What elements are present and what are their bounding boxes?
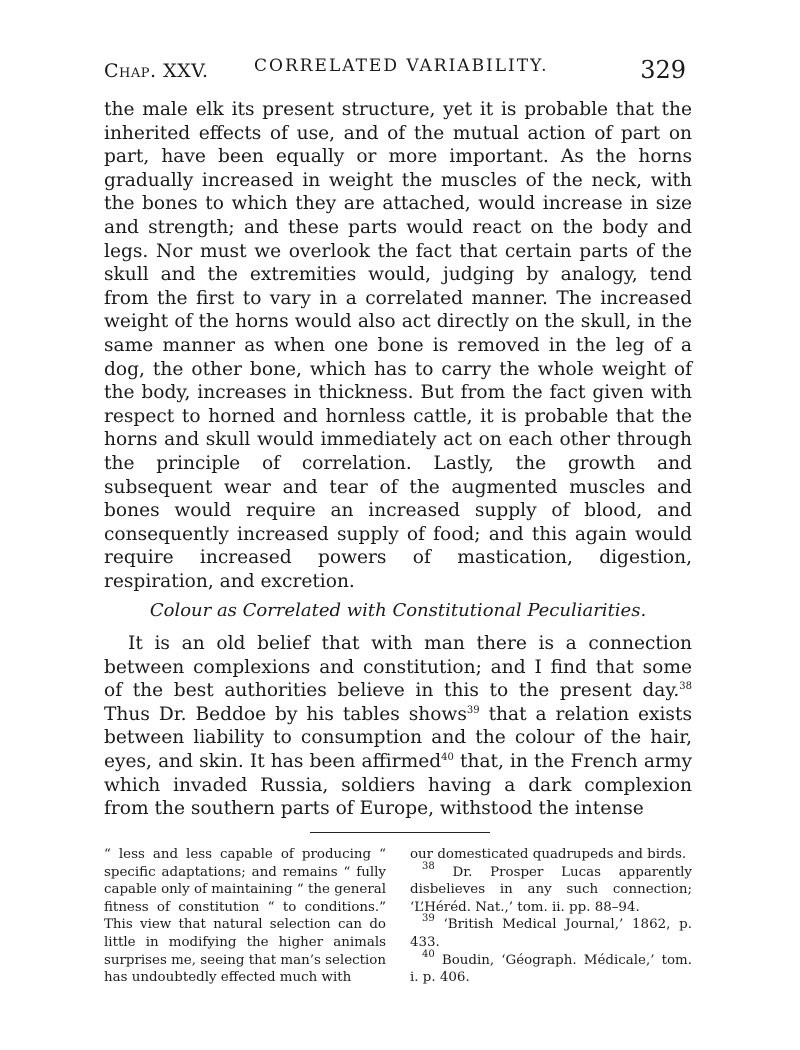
footnote-38-text: Dr. Prosper Lucas apparently disbelieves in any such connection; ‘L’Héréd. Nat.,’ tom. ii. pp. 88–94. — [410, 864, 692, 915]
chapter-label: Chap. XXV. — [104, 60, 209, 82]
page-number: 329 — [640, 56, 686, 84]
footnote-39-text: ‘British Medical Journal,’ 1862, p. 433. — [410, 917, 692, 950]
footnote-40-text: Boudin, ‘Géograph. Médicale,’ tom. i. p. 406. — [410, 952, 692, 986]
footnote-38 — [410, 860, 692, 917]
footnote-40-number: 40 — [422, 948, 435, 960]
footnote-39-number: 39 — [422, 913, 435, 925]
footnote-divider — [310, 832, 490, 833]
footnote-left-column: “ less and less capable of producing “ specific adaptations; and remains “ fully capable only of maintaining “ the general fitness of constitution “ to conditions.” This view that natural selection can do little in modifying the higher animals surprises me, seeing that man’s selection has undoubtedly effected much with — [104, 847, 386, 986]
paragraph-2-part-c: that a relation exists between liability to consumption and the colour of the hair, eyes, and skin. It has been affirmed — [104, 703, 692, 772]
paragraph-2-part-a: It is an old belief that with man there is a connection between complexions and constitution; and I find that some of the best authorities believe in this to the present day. — [104, 633, 692, 702]
footnote-right-column — [410, 846, 692, 987]
paragraph-2-part-d: that, in the French army which invaded Russia, soldiers having a dark complexion from the southern parts of Europe, withstood the intense — [104, 750, 692, 820]
paragraph-2-part-b: Thus Dr. Beddoe by his tables shows — [104, 703, 467, 725]
footnote-39 — [410, 913, 692, 951]
body-paragraph-1: the male elk its present structure, yet it is probable that the inherited effects of use, and of the mutual action of part on part, have been equally or more important. As the horns gradually increased in weight the muscles of the neck, with the bones to which they are attached, would increase in size and strength; and these parts would react on the body and legs. Nor must we overlook the fact that certain parts of the skull and the extremities would, judging by analogy, tend from the first to vary in a correlated manner. The increased weight of the horns would also act directly on the skull, in the same manner as when one bone is removed in the leg of a dog, the other bone, which has to carry the whole weight of the body, increases in thickness. But from the fact given with respect to horned and hornless cattle, it is probable that the horns and skull would immediately act on each other through the principle of correlation. Lastly, the growth and subsequent wear and tear of the augmented muscles and bones would require an increased supply of blood, and consequently increased supply of food; and this again would require increased powers of mastication, digestion, respiration, and excretion. — [104, 99, 692, 592]
footnote-ref-39: 39 — [466, 704, 480, 716]
footnote-continuation: our domesticated quadrupeds and birds. — [410, 847, 687, 862]
footnote-ref-40: 40 — [441, 751, 454, 763]
footnote-40 — [410, 948, 692, 987]
footnote-ref-38: 38 — [679, 681, 692, 693]
page-header — [104, 52, 692, 86]
section-title: Colour as Correlated with Constitutional Peculiarities. — [149, 600, 647, 621]
footnote-38-number: 38 — [422, 860, 435, 872]
body-paragraph-2 — [104, 632, 692, 821]
running-title: CORRELATED VARIABILITY. — [254, 56, 549, 76]
